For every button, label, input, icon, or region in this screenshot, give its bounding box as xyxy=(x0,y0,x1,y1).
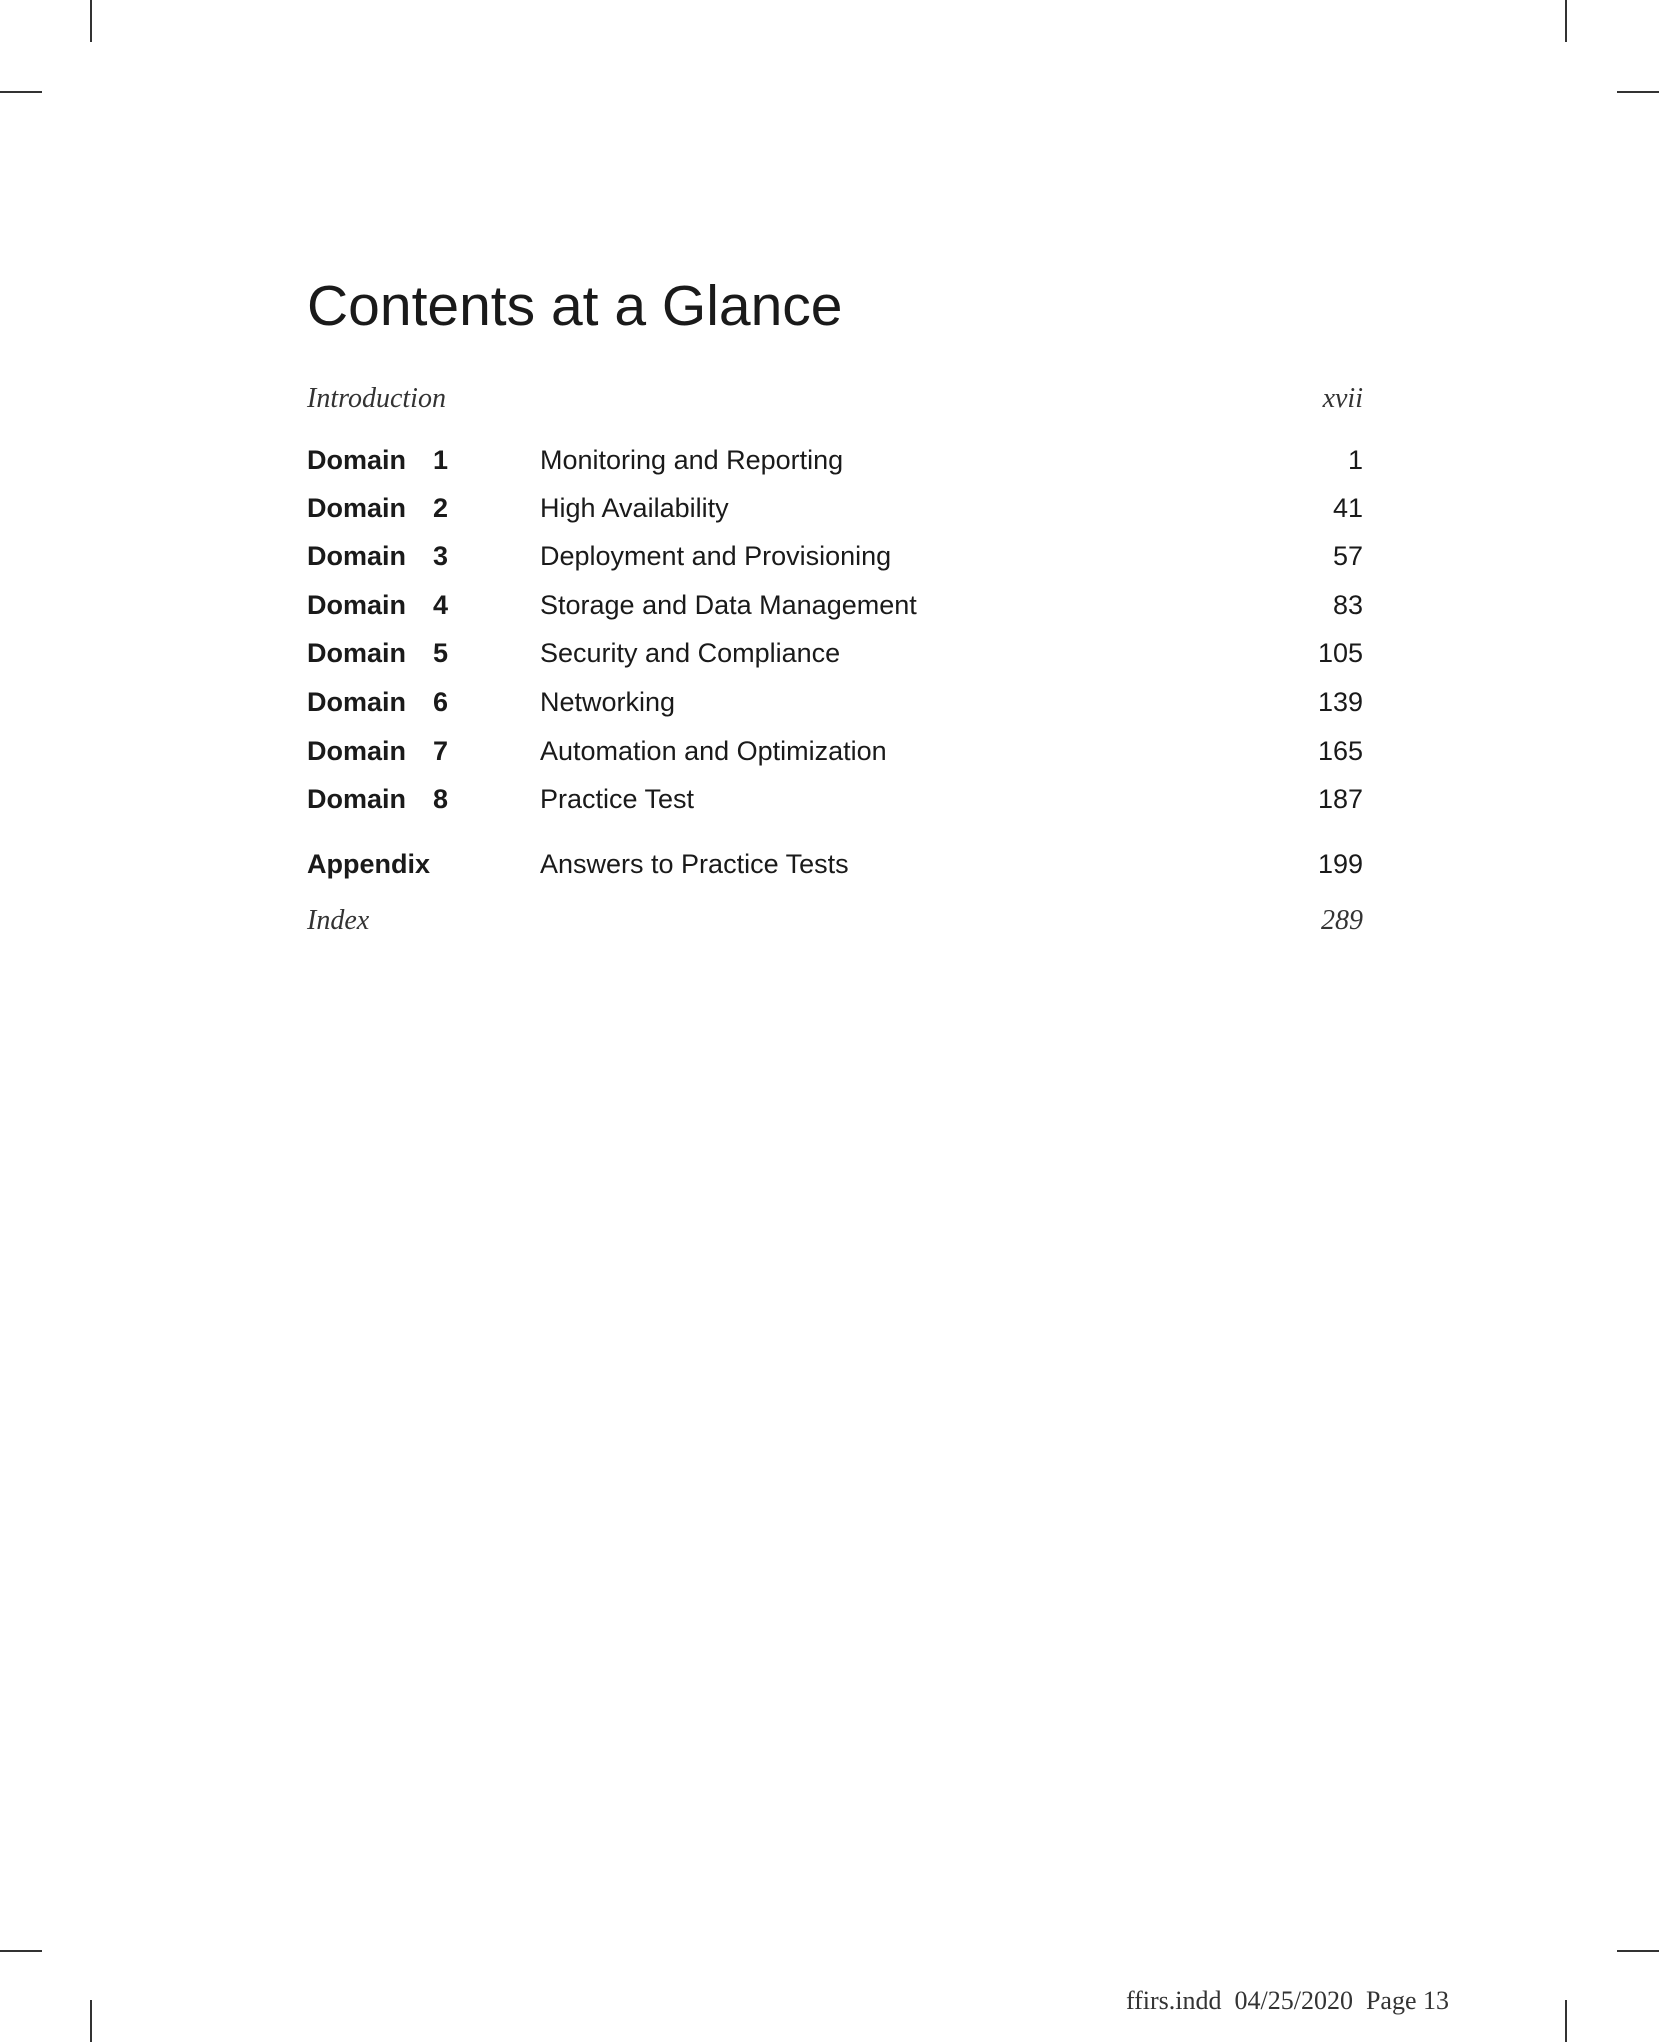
crop-mark-left-bottom xyxy=(0,1950,42,1952)
toc-row-appendix[interactable] xyxy=(307,842,1363,886)
toc-domain-number: 1 xyxy=(433,445,449,475)
toc-row-domain-3[interactable] xyxy=(307,534,1363,578)
toc-domain-number: 4 xyxy=(433,590,449,620)
toc-domain-title: High Availability xyxy=(540,493,729,523)
toc-row-domain-2[interactable] xyxy=(307,486,1363,530)
toc-domain-label: Domain xyxy=(307,687,407,717)
toc-domain-label: Domain xyxy=(307,493,407,523)
toc-domain-title: Deployment and Provisioning xyxy=(540,541,892,571)
toc-row-domain-1[interactable] xyxy=(307,438,1363,482)
toc-domain-page: 41 xyxy=(1332,493,1363,523)
toc-domain-label: Domain xyxy=(307,445,407,475)
toc-domain-label: Domain xyxy=(307,784,407,814)
toc-domain-number: 5 xyxy=(433,638,449,668)
toc-appendix-title: Answers to Practice Tests xyxy=(540,849,849,879)
toc-domain-page: 139 xyxy=(1317,687,1363,717)
print-slug: ffirs.indd 04/25/2020 Page 13 xyxy=(1125,1986,1449,2015)
toc-domain-title: Practice Test xyxy=(540,784,695,814)
toc-domain-page: 1 xyxy=(1347,445,1363,475)
toc-domain-number: 6 xyxy=(433,687,449,717)
crop-mark-top-right xyxy=(1565,0,1567,42)
toc-row-domain-8[interactable] xyxy=(307,777,1363,821)
toc-domain-title: Storage and Data Management xyxy=(540,590,917,620)
toc-introduction-label: Introduction xyxy=(307,383,446,414)
toc-domain-page: 165 xyxy=(1317,736,1363,766)
crop-mark-right-bottom xyxy=(1617,1950,1659,1952)
toc-domain-number: 3 xyxy=(433,541,449,571)
toc-domain-label: Domain xyxy=(307,638,407,668)
toc-row-domain-6[interactable] xyxy=(307,680,1363,724)
crop-mark-left-top xyxy=(0,91,42,93)
toc-domain-page: 57 xyxy=(1332,541,1363,571)
crop-mark-right-top xyxy=(1617,91,1659,93)
toc-domain-label: Domain xyxy=(307,736,407,766)
toc-domain-number: 7 xyxy=(433,736,449,766)
toc-domain-page: 105 xyxy=(1317,638,1363,668)
toc-domain-title: Networking xyxy=(540,687,676,717)
crop-mark-bottom-left xyxy=(90,2000,92,2042)
toc-row-domain-7[interactable] xyxy=(307,729,1363,773)
toc-domain-label: Domain xyxy=(307,541,407,571)
toc-domain-number: 8 xyxy=(433,784,449,814)
page-title: Contents at a Glance xyxy=(307,274,843,338)
toc-introduction-page: xvii xyxy=(1322,383,1363,414)
toc-appendix-label: Appendix xyxy=(307,849,431,879)
toc-domain-title: Automation and Optimization xyxy=(540,736,887,766)
toc-domain-page: 187 xyxy=(1317,784,1363,814)
toc-index-page: 289 xyxy=(1321,905,1363,936)
toc-appendix-page: 199 xyxy=(1317,849,1363,879)
toc-row-domain-5[interactable] xyxy=(307,631,1363,675)
toc-row-introduction[interactable] xyxy=(307,377,1363,421)
toc-domain-label: Domain xyxy=(307,590,407,620)
toc-domain-number: 2 xyxy=(433,493,449,523)
toc-domain-title: Security and Compliance xyxy=(540,638,841,668)
crop-mark-bottom-right xyxy=(1565,2000,1567,2042)
toc-domain-title: Monitoring and Reporting xyxy=(540,445,844,475)
toc-row-index[interactable] xyxy=(307,899,1363,943)
toc-row-domain-4[interactable] xyxy=(307,583,1363,627)
crop-mark-top-left xyxy=(90,0,92,42)
toc-domain-page: 83 xyxy=(1332,590,1363,620)
toc-index-label: Index xyxy=(307,905,370,936)
